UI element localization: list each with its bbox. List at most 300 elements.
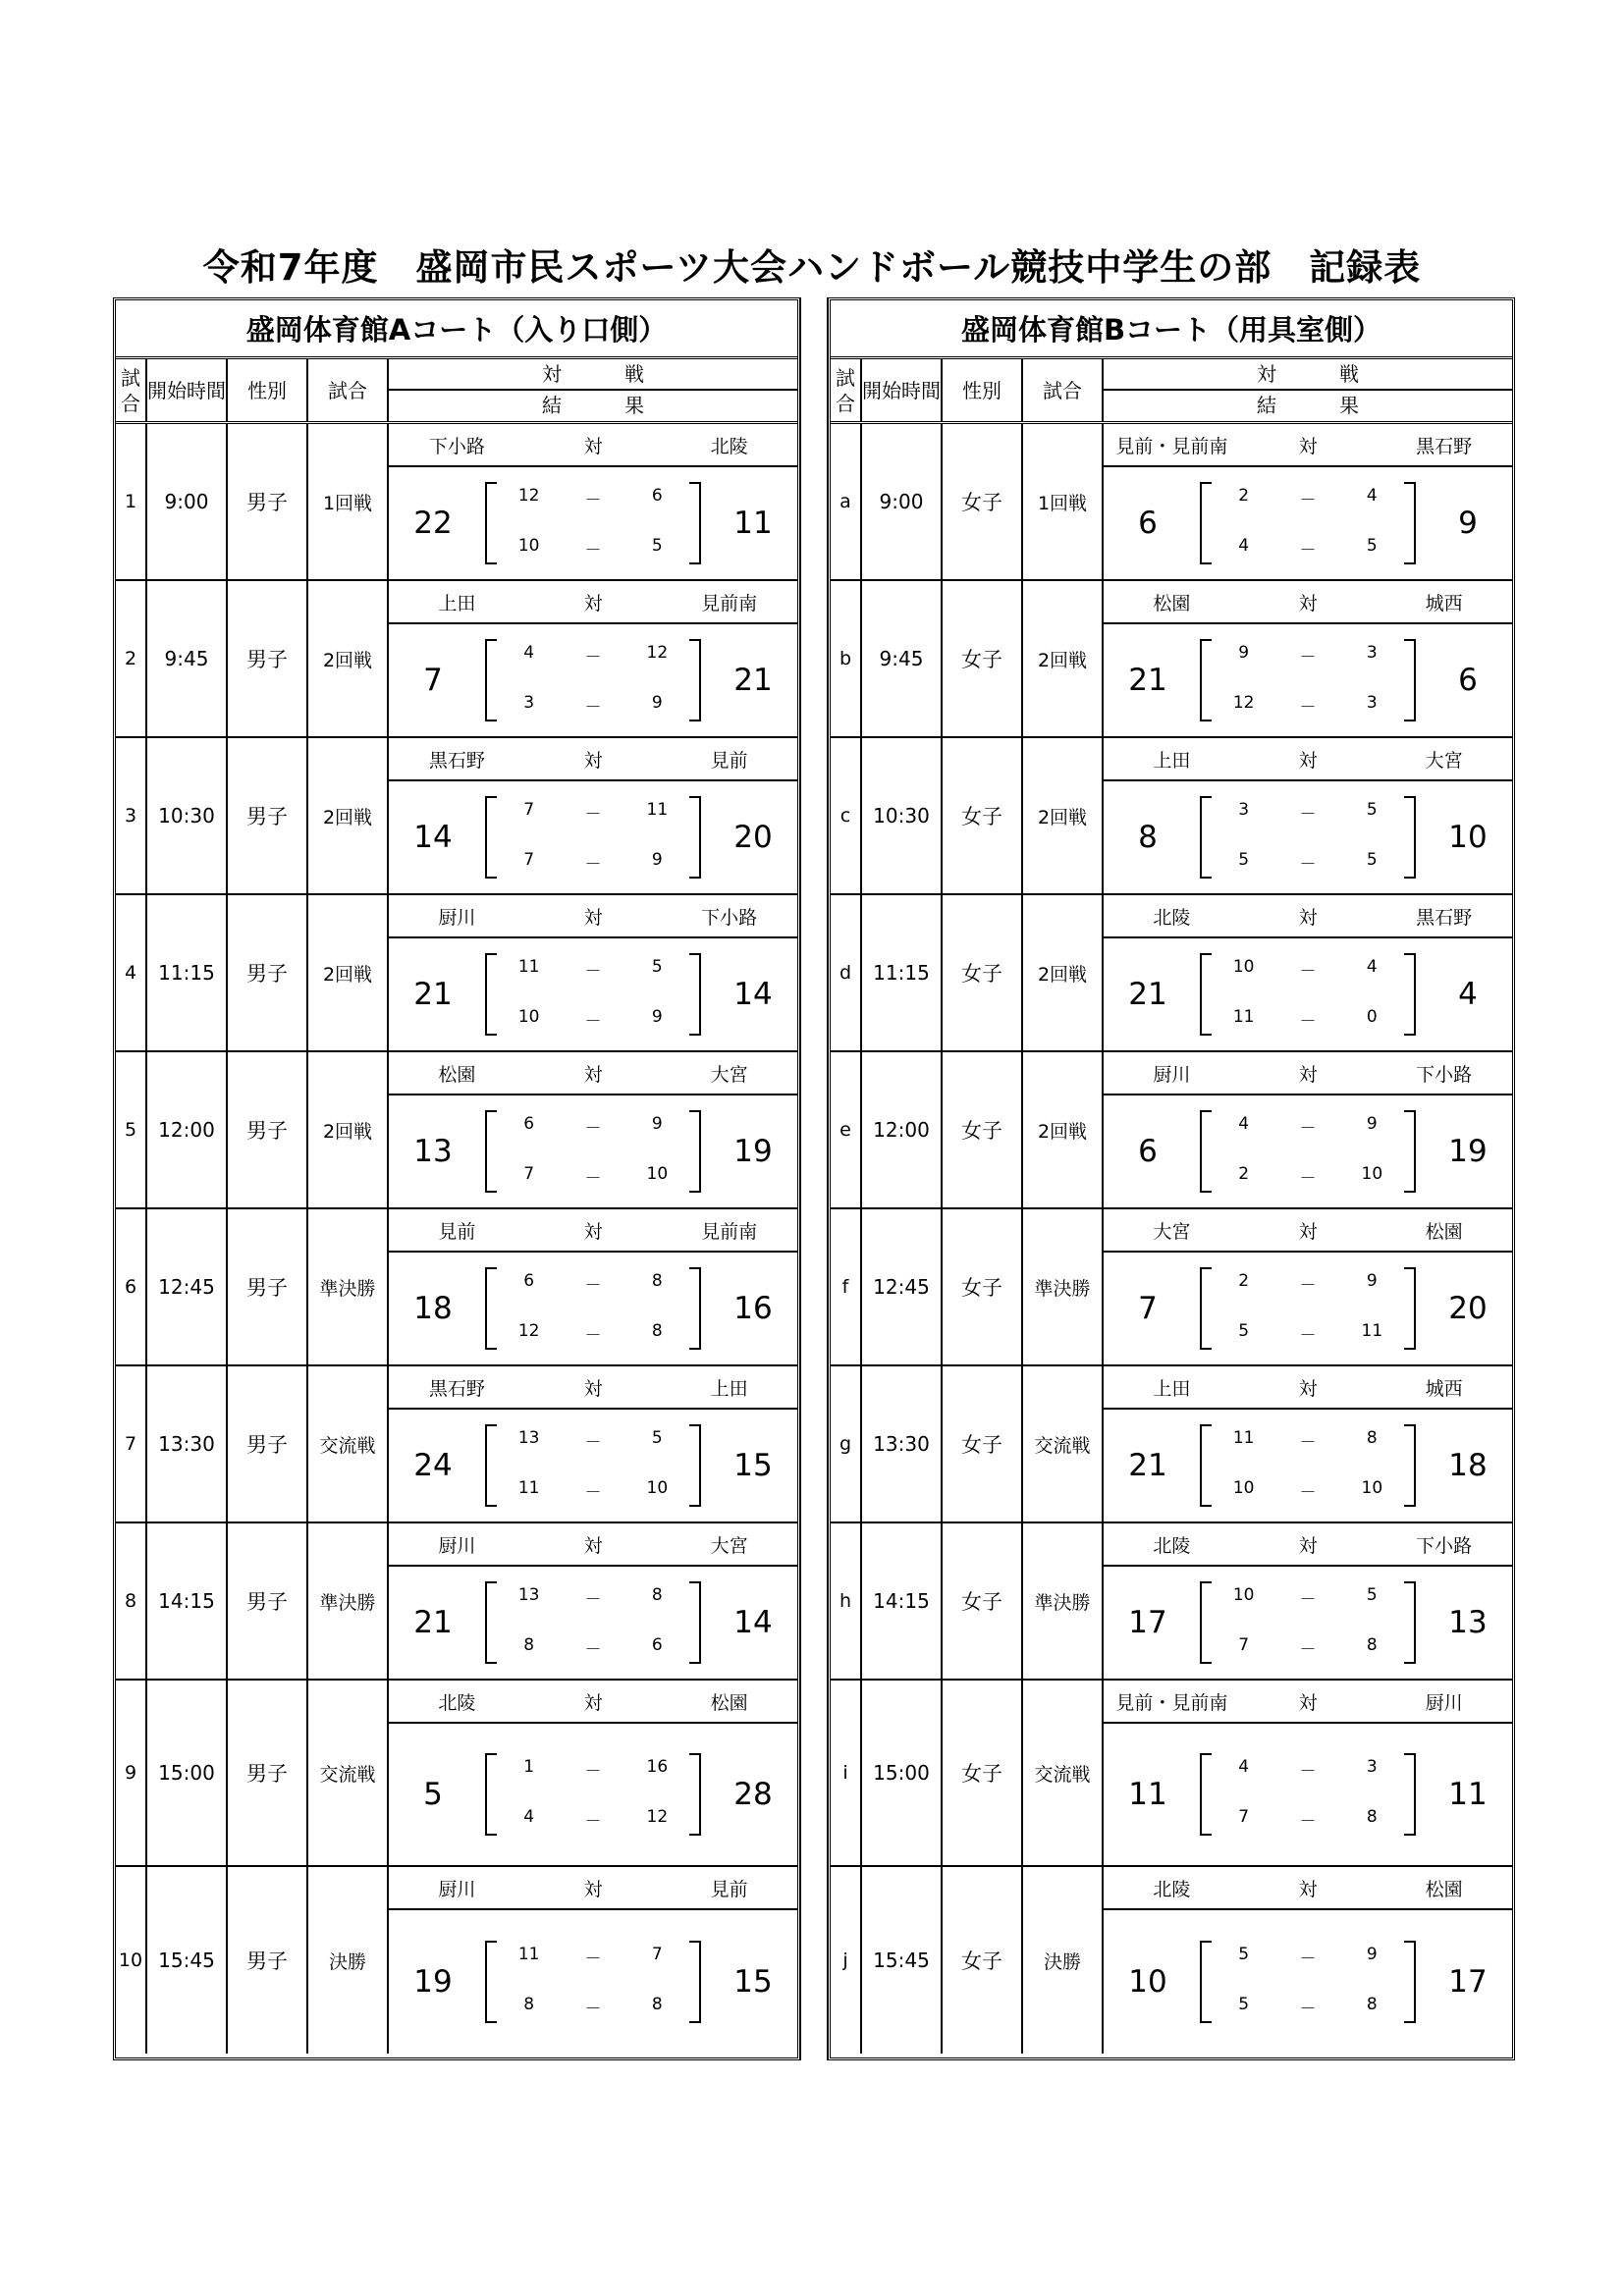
total-score-home: 21 (1128, 1448, 1167, 1483)
team-away: 見前南 (701, 592, 758, 614)
vs-label: 対 (583, 1377, 603, 1400)
first-half-away: 8 (651, 1271, 663, 1291)
match-result (389, 1209, 797, 1364)
match-row (116, 1209, 797, 1366)
match-round: 2回戦 (308, 581, 389, 736)
match-round: 準決勝 (1023, 1523, 1104, 1679)
bracket-left (1200, 1110, 1212, 1193)
total-score-away: 15 (733, 1448, 773, 1483)
first-half-dash: － (1299, 1433, 1317, 1453)
bracket-left (485, 1581, 497, 1664)
header-vs-result (1104, 359, 1512, 421)
bracket-right (1404, 796, 1416, 879)
first-half-away: 8 (651, 1585, 663, 1605)
first-half-away: 5 (651, 957, 663, 977)
total-score-away: 18 (1448, 1448, 1488, 1483)
bracket-right (1404, 953, 1416, 1036)
match-teams (389, 1209, 797, 1253)
bracket-left (485, 1941, 497, 2023)
total-score-home: 21 (413, 1605, 453, 1640)
first-half-home: 3 (1238, 800, 1250, 820)
half-scores (497, 1114, 689, 1189)
match-row (831, 1681, 1512, 1867)
team-home: 厨川 (438, 1878, 476, 1900)
second-half-away: 8 (651, 1321, 663, 1341)
match-code: 2 (116, 581, 147, 736)
second-half-away: 5 (1366, 536, 1378, 556)
vs-label: 対 (1298, 1377, 1318, 1400)
total-score-home: 22 (413, 506, 453, 541)
team-away: 見前 (710, 1878, 748, 1900)
first-half-dash: － (1299, 491, 1317, 510)
first-half-away: 3 (1366, 643, 1378, 663)
match-code: e (831, 1052, 862, 1207)
page-title: 令和7年度 盛岡市民スポーツ大会ハンドボール競技中学生の部 記録表 (202, 246, 1422, 289)
match-teams (1104, 1523, 1512, 1567)
first-half-dash: － (584, 491, 602, 510)
first-half-away: 4 (1366, 957, 1378, 977)
second-half-away: 8 (1366, 1995, 1378, 2014)
score-block (389, 1724, 797, 1865)
second-half-dash: － (1299, 1812, 1317, 1832)
first-half-away: 9 (1366, 1271, 1378, 1291)
total-score-away: 15 (733, 1964, 773, 2000)
match-code: 5 (116, 1052, 147, 1207)
match-result (1104, 895, 1512, 1050)
header-round: 試合 (1023, 359, 1104, 421)
vs-label: 対 (583, 1691, 603, 1714)
second-half-dash: － (584, 1483, 602, 1503)
half-scores (1212, 486, 1404, 561)
first-half-home: 13 (517, 1428, 540, 1448)
second-half-home: 4 (523, 1807, 535, 1827)
bracket-left (1200, 1941, 1212, 2023)
match-teams (1104, 1366, 1512, 1410)
second-half-dash: － (1299, 541, 1317, 561)
match-row (831, 738, 1512, 895)
match-sex: 男子 (228, 581, 308, 736)
total-score-home: 17 (1128, 1605, 1167, 1640)
bracket-right (689, 1267, 701, 1350)
match-code: 6 (116, 1209, 147, 1364)
total-score-away: 19 (1448, 1134, 1488, 1169)
match-result (1104, 1366, 1512, 1522)
match-round: 交流戦 (1023, 1681, 1104, 1865)
score-block (1104, 1567, 1512, 1679)
first-half-dash: － (1299, 648, 1317, 667)
team-home: 見前 (438, 1220, 476, 1243)
total-score-home: 14 (413, 820, 453, 855)
court-a-table (113, 297, 800, 2060)
team-away: 松園 (1425, 1220, 1463, 1243)
match-sex: 男子 (228, 1523, 308, 1679)
match-row (831, 895, 1512, 1052)
match-start-time: 14:15 (862, 1523, 943, 1679)
match-teams (389, 1523, 797, 1567)
score-block (389, 1410, 797, 1522)
match-sex: 女子 (943, 738, 1023, 893)
total-score-away: 11 (1448, 1777, 1488, 1812)
match-round: 2回戦 (1023, 895, 1104, 1050)
match-sex: 男子 (228, 1052, 308, 1207)
half-scores (1212, 1428, 1404, 1503)
match-teams (389, 1681, 797, 1724)
match-start-time: 13:30 (147, 1366, 228, 1522)
bracket-left (485, 1753, 497, 1836)
second-half-dash: － (1299, 1640, 1317, 1660)
team-away: 北陵 (710, 435, 748, 457)
vs-label: 対 (1298, 1063, 1318, 1086)
vs-label: 対 (583, 906, 603, 929)
match-row (116, 1052, 797, 1209)
match-result (389, 738, 797, 893)
match-start-time: 10:30 (147, 738, 228, 893)
total-score-away: 10 (1448, 820, 1488, 855)
half-scores (497, 1428, 689, 1503)
second-half-dash: － (1299, 2000, 1317, 2019)
second-half-home: 7 (1238, 1635, 1250, 1655)
court-title: 盛岡体育館Aコート（入り口側） (116, 300, 797, 359)
total-score-away: 13 (1448, 1605, 1488, 1640)
match-result (389, 1052, 797, 1207)
score-block (389, 467, 797, 579)
match-teams (1104, 1052, 1512, 1095)
match-result (1104, 424, 1512, 579)
match-result (389, 1867, 797, 2054)
bracket-right (689, 639, 701, 721)
total-score-away: 17 (1448, 1964, 1488, 2000)
match-row (831, 424, 1512, 581)
first-half-home: 6 (523, 1114, 535, 1134)
first-half-dash: － (584, 1590, 602, 1610)
match-result (1104, 1681, 1512, 1865)
match-start-time: 14:15 (147, 1523, 228, 1679)
match-row (116, 895, 797, 1052)
second-half-home: 7 (523, 1164, 535, 1184)
match-sex: 女子 (943, 1867, 1023, 2054)
match-teams (1104, 738, 1512, 781)
bracket-right (689, 953, 701, 1036)
total-score-away: 11 (733, 506, 773, 541)
match-sex: 男子 (228, 738, 308, 893)
second-half-home: 10 (1232, 1478, 1255, 1498)
first-half-dash: － (1299, 1949, 1317, 1969)
match-sex: 男子 (228, 1867, 308, 2054)
total-score-home: 24 (413, 1448, 453, 1483)
match-start-time: 12:00 (147, 1052, 228, 1207)
bracket-left (485, 796, 497, 879)
header-sex: 性別 (228, 359, 308, 421)
second-half-home: 3 (523, 693, 535, 713)
bracket-right (1404, 639, 1416, 721)
match-start-time: 15:00 (147, 1681, 228, 1865)
second-half-home: 10 (517, 1007, 540, 1027)
match-start-time: 9:00 (862, 424, 943, 579)
match-start-time: 12:45 (862, 1209, 943, 1364)
half-scores (497, 1585, 689, 1660)
match-result (1104, 1523, 1512, 1679)
match-code: g (831, 1366, 862, 1522)
first-half-dash: － (584, 1762, 602, 1782)
total-score-home: 6 (1138, 1134, 1158, 1169)
match-code: a (831, 424, 862, 579)
second-half-away: 10 (646, 1164, 669, 1184)
bracket-right (689, 1941, 701, 2023)
match-row (831, 1867, 1512, 2054)
team-home: 大宮 (1153, 1220, 1191, 1243)
match-result (389, 581, 797, 736)
bracket-left (485, 1267, 497, 1350)
match-result (1104, 1209, 1512, 1364)
half-scores (1212, 1585, 1404, 1660)
bracket-right (689, 482, 701, 564)
match-start-time: 9:45 (862, 581, 943, 736)
half-scores (1212, 1945, 1404, 2019)
second-half-dash: － (584, 855, 602, 875)
match-result (389, 1366, 797, 1522)
team-away: 城西 (1425, 1377, 1463, 1400)
first-half-home: 11 (517, 1945, 540, 1964)
team-home: 上田 (438, 592, 476, 614)
first-half-away: 6 (651, 486, 663, 506)
match-code: 4 (116, 895, 147, 1050)
team-home: 松園 (1153, 592, 1191, 614)
total-score-home: 18 (413, 1291, 453, 1326)
team-home: 厨川 (438, 906, 476, 929)
first-half-dash: － (584, 648, 602, 667)
bracket-right (1404, 1753, 1416, 1836)
team-home: 下小路 (428, 435, 485, 457)
team-away: 厨川 (1425, 1691, 1463, 1714)
total-score-away: 28 (733, 1777, 773, 1812)
vs-label: 対 (1298, 1534, 1318, 1557)
vs-label: 対 (1298, 592, 1318, 614)
match-round: 準決勝 (308, 1209, 389, 1364)
first-half-dash: － (1299, 1762, 1317, 1782)
second-half-away: 8 (651, 1995, 663, 2014)
second-half-dash: － (584, 2000, 602, 2019)
bracket-right (1404, 1941, 1416, 2023)
match-teams (389, 1366, 797, 1410)
vs-label: 対 (1298, 435, 1318, 457)
team-away: 黒石野 (1416, 906, 1473, 929)
second-half-dash: － (584, 1326, 602, 1346)
second-half-away: 8 (1366, 1807, 1378, 1827)
second-half-away: 10 (1361, 1164, 1383, 1184)
total-score-home: 10 (1128, 1964, 1167, 2000)
half-scores (497, 1757, 689, 1832)
team-away: 黒石野 (1416, 435, 1473, 457)
bracket-left (1200, 1581, 1212, 1664)
vs-label: 対 (1298, 749, 1318, 772)
second-half-away: 5 (651, 536, 663, 556)
bracket-left (1200, 1267, 1212, 1350)
score-block (389, 624, 797, 736)
bracket-right (689, 1581, 701, 1664)
match-round: 2回戦 (1023, 581, 1104, 736)
half-scores (1212, 800, 1404, 875)
match-code: 10 (116, 1867, 147, 2054)
first-half-home: 13 (517, 1585, 540, 1605)
match-round: 決勝 (308, 1867, 389, 2054)
match-code: 9 (116, 1681, 147, 1865)
bracket-left (1200, 1424, 1212, 1507)
score-block (389, 1095, 797, 1207)
first-half-home: 4 (1238, 1114, 1250, 1134)
total-score-away: 6 (1458, 663, 1478, 698)
match-teams (389, 424, 797, 467)
match-teams (389, 895, 797, 938)
bracket-right (1404, 1424, 1416, 1507)
match-teams (1104, 581, 1512, 624)
match-result (1104, 1052, 1512, 1207)
second-half-dash: － (1299, 1326, 1317, 1346)
bracket-right (689, 796, 701, 879)
bracket-left (1200, 1753, 1212, 1836)
second-half-away: 11 (1361, 1321, 1383, 1341)
team-away: 城西 (1425, 592, 1463, 614)
vs-label: 対 (1298, 906, 1318, 929)
vs-label: 対 (1298, 1878, 1318, 1900)
first-half-away: 9 (1366, 1945, 1378, 1964)
match-round: 2回戦 (308, 738, 389, 893)
match-sex: 女子 (943, 1681, 1023, 1865)
first-half-away: 3 (1366, 1757, 1378, 1777)
team-away: 下小路 (701, 906, 758, 929)
total-score-home: 21 (1128, 977, 1167, 1012)
total-score-away: 14 (733, 1605, 773, 1640)
bracket-right (689, 1110, 701, 1193)
first-half-dash: － (1299, 1119, 1317, 1139)
first-half-home: 4 (1238, 1757, 1250, 1777)
bracket-right (1404, 1267, 1416, 1350)
second-half-dash: － (1299, 1012, 1317, 1032)
match-code: 3 (116, 738, 147, 893)
total-score-away: 19 (733, 1134, 773, 1169)
match-teams (389, 738, 797, 781)
match-teams (1104, 1681, 1512, 1724)
total-score-away: 21 (733, 663, 773, 698)
score-block (1104, 781, 1512, 893)
total-score-away: 4 (1458, 977, 1478, 1012)
first-half-away: 12 (646, 643, 669, 663)
bracket-left (485, 953, 497, 1036)
first-half-home: 2 (1238, 1271, 1250, 1291)
team-away: 大宮 (710, 1063, 748, 1086)
court-title: 盛岡体育館Bコート（用具室側） (831, 300, 1512, 359)
bracket-right (1404, 1110, 1416, 1193)
first-half-away: 5 (1366, 800, 1378, 820)
match-code: i (831, 1681, 862, 1865)
match-result (389, 895, 797, 1050)
match-teams (389, 581, 797, 624)
team-home: 厨川 (438, 1534, 476, 1557)
second-half-home: 4 (1238, 536, 1250, 556)
score-block (1104, 1724, 1512, 1865)
second-half-home: 10 (517, 536, 540, 556)
match-start-time: 10:30 (862, 738, 943, 893)
match-round: 1回戦 (1023, 424, 1104, 579)
second-half-away: 9 (651, 1007, 663, 1027)
match-sex: 女子 (943, 1523, 1023, 1679)
second-half-dash: － (584, 1012, 602, 1032)
match-start-time: 11:15 (147, 895, 228, 1050)
first-half-home: 10 (1232, 957, 1255, 977)
match-start-time: 9:00 (147, 424, 228, 579)
first-half-away: 4 (1366, 486, 1378, 506)
match-start-time: 9:45 (147, 581, 228, 736)
half-scores (1212, 1757, 1404, 1832)
vs-label: 対 (583, 592, 603, 614)
match-code: 1 (116, 424, 147, 579)
header-start-time: 開始時間 (862, 359, 943, 421)
second-half-dash: － (584, 1169, 602, 1189)
second-half-away: 8 (1366, 1635, 1378, 1655)
half-scores (497, 800, 689, 875)
bracket-right (1404, 482, 1416, 564)
match-round: 準決勝 (1023, 1209, 1104, 1364)
vs-label: 対 (583, 435, 603, 457)
match-result (389, 1523, 797, 1679)
second-half-dash: － (584, 1640, 602, 1660)
match-teams (389, 1052, 797, 1095)
team-away: 松園 (710, 1691, 748, 1714)
total-score-away: 14 (733, 977, 773, 1012)
match-start-time: 13:30 (862, 1366, 943, 1522)
match-code: c (831, 738, 862, 893)
score-block (389, 1910, 797, 2054)
bracket-left (485, 639, 497, 721)
match-teams (1104, 1867, 1512, 1910)
match-sex: 女子 (943, 1052, 1023, 1207)
team-home: 黒石野 (428, 1377, 485, 1400)
match-sex: 女子 (943, 424, 1023, 579)
total-score-away: 20 (733, 820, 773, 855)
second-half-dash: － (1299, 1169, 1317, 1189)
score-block (1104, 467, 1512, 579)
first-half-away: 11 (646, 800, 669, 820)
match-row (116, 738, 797, 895)
match-code: j (831, 1867, 862, 2054)
second-half-home: 8 (523, 1635, 535, 1655)
total-score-home: 21 (1128, 663, 1167, 698)
team-home: 上田 (1153, 749, 1191, 772)
first-half-dash: － (584, 805, 602, 825)
first-half-home: 2 (1238, 486, 1250, 506)
first-half-away: 7 (651, 1945, 663, 1964)
match-code: f (831, 1209, 862, 1364)
second-half-dash: － (1299, 1483, 1317, 1503)
score-block (389, 1253, 797, 1364)
first-half-home: 10 (1232, 1585, 1255, 1605)
team-home: 松園 (438, 1063, 476, 1086)
half-scores (497, 957, 689, 1032)
match-sex: 女子 (943, 895, 1023, 1050)
team-away: 下小路 (1416, 1534, 1473, 1557)
team-home: 見前・見前南 (1115, 1691, 1228, 1714)
total-score-home: 11 (1128, 1777, 1167, 1812)
match-row (116, 1523, 797, 1681)
first-half-away: 5 (651, 1428, 663, 1448)
score-block (1104, 938, 1512, 1050)
match-round: 2回戦 (1023, 1052, 1104, 1207)
total-score-home: 19 (413, 1964, 453, 2000)
match-sex: 女子 (943, 581, 1023, 736)
match-row (831, 1366, 1512, 1523)
match-sex: 女子 (943, 1209, 1023, 1364)
match-result (1104, 738, 1512, 893)
total-score-home: 21 (413, 977, 453, 1012)
